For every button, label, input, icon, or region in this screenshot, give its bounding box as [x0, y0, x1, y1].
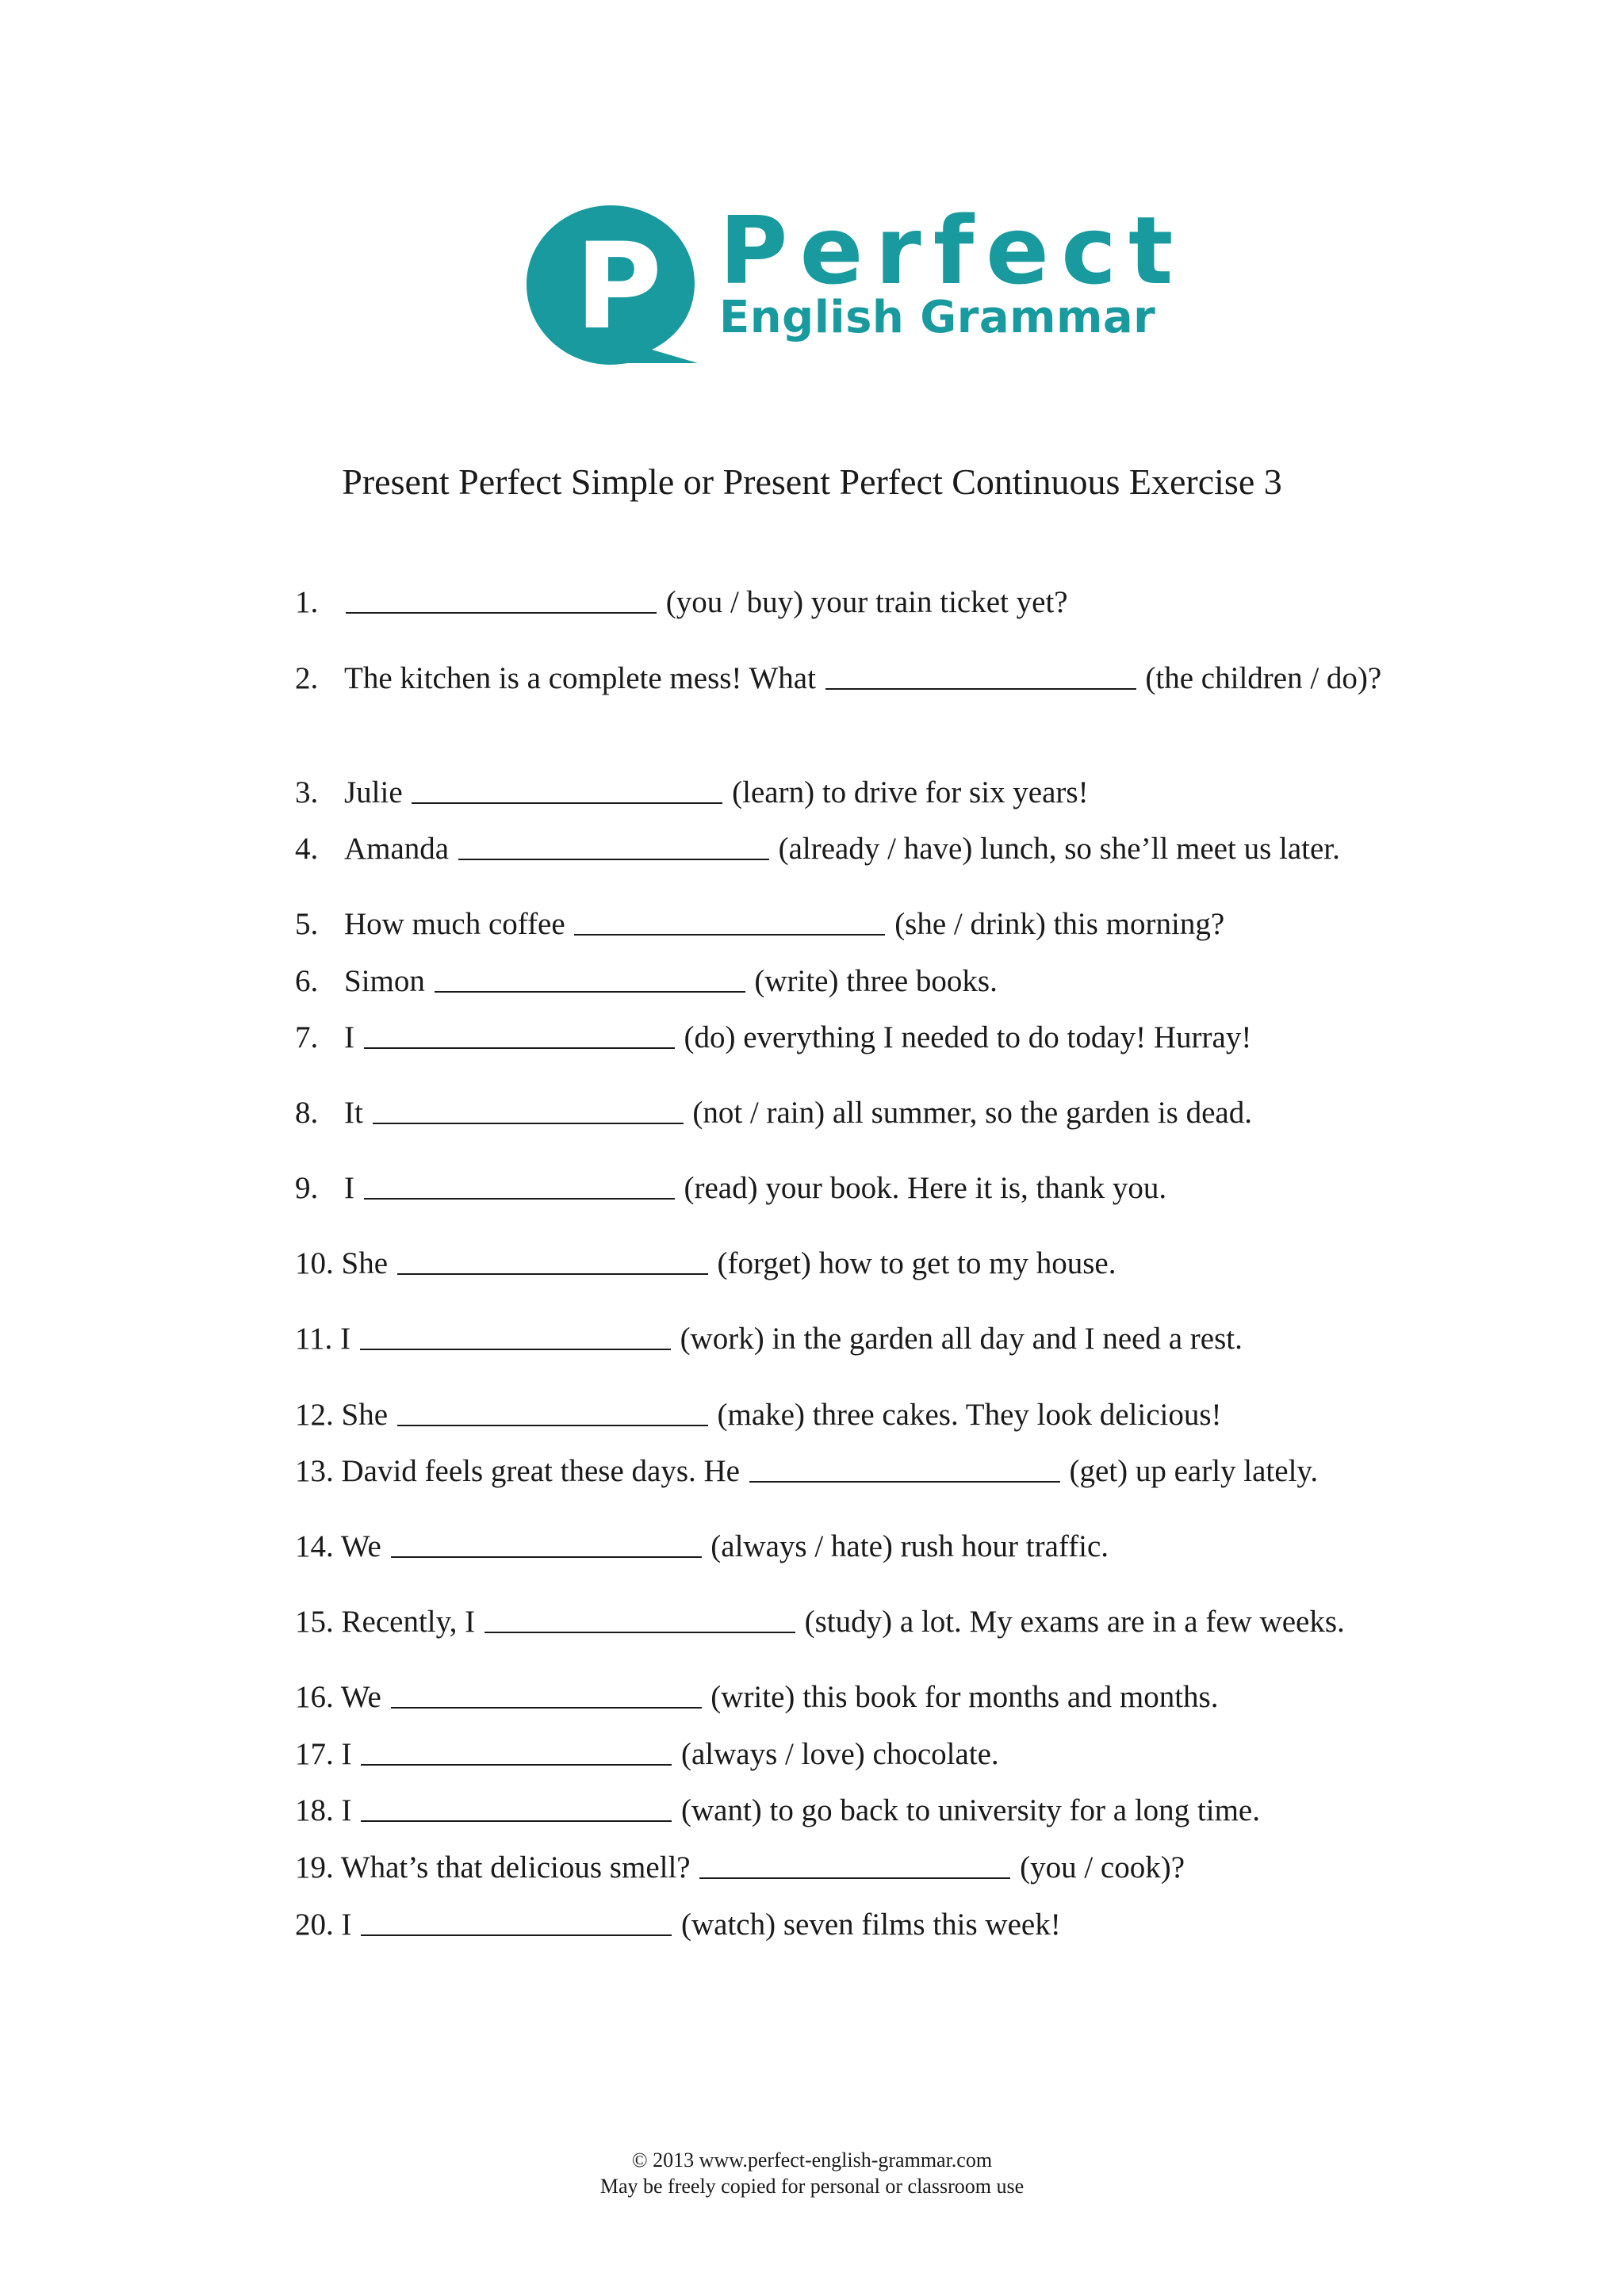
answer-blank[interactable]	[361, 1820, 672, 1822]
answer-blank[interactable]	[364, 1047, 675, 1049]
question-number: 14.	[295, 1529, 334, 1563]
question-text	[344, 764, 1407, 821]
question-text	[295, 1782, 1358, 1839]
verb-hint: (learn) to drive for six years!	[732, 775, 1089, 809]
question-prompt: We	[340, 1529, 381, 1563]
question-prompt: She	[341, 1398, 388, 1432]
answer-blank[interactable]	[360, 1349, 671, 1350]
answer-blank[interactable]	[397, 1425, 708, 1426]
question-text	[344, 1160, 1407, 1217]
verb-hint: (make) three cakes. They look delicious!	[717, 1398, 1222, 1432]
question-number: 20.	[295, 1908, 334, 1942]
question-text	[295, 1726, 1358, 1783]
question-number: 13.	[295, 1454, 334, 1488]
brand-name-sub: English Grammar	[719, 292, 1156, 343]
exercise-item-4	[295, 821, 1421, 878]
verb-hint: (do) everything I needed to do today! Hurray!	[684, 1020, 1252, 1054]
question-number: 4.	[295, 832, 319, 866]
question-number: 11.	[295, 1322, 333, 1356]
answer-blank[interactable]	[346, 612, 657, 614]
exercise-item-6	[295, 953, 1421, 1010]
answer-blank[interactable]	[435, 991, 745, 993]
question-prompt: I	[340, 1322, 351, 1356]
question-number: 16.	[295, 1680, 334, 1714]
question-number: 2.	[295, 661, 319, 695]
question-text	[295, 1387, 1358, 1444]
answer-blank[interactable]	[749, 1481, 1060, 1483]
answer-blank[interactable]	[574, 934, 885, 936]
question-number: 18.	[295, 1793, 334, 1827]
question-number: 3.	[295, 775, 319, 809]
question-number: 17.	[295, 1737, 334, 1771]
verb-hint: (write) three books.	[754, 964, 998, 998]
question-number: 5.	[295, 907, 319, 941]
footer-copyright: © 2013 www.perfect-english-grammar.com	[631, 2149, 993, 2172]
answer-blank[interactable]	[458, 859, 769, 860]
exercise-item-14	[295, 1518, 1421, 1575]
exercise-item-9	[295, 1160, 1421, 1217]
exercise-item-18	[295, 1782, 1421, 1839]
question-number: 9.	[295, 1171, 319, 1205]
question-text	[344, 896, 1407, 953]
verb-hint: (write) this book for months and months.	[710, 1680, 1219, 1714]
question-text	[344, 650, 1407, 707]
verb-hint: (she / drink) this morning?	[894, 907, 1225, 941]
answer-blank[interactable]	[361, 1764, 672, 1766]
question-prompt: It	[344, 1096, 363, 1130]
question-prompt: David feels great these days. He	[341, 1454, 740, 1488]
question-number: 6.	[295, 964, 319, 998]
footer-license: May be freely copied for personal or classroom use	[599, 2175, 1025, 2198]
answer-blank[interactable]	[397, 1273, 708, 1275]
verb-hint: (already / have) lunch, so she’ll meet us later.	[778, 832, 1340, 866]
question-prompt: She	[341, 1246, 388, 1280]
question-text	[344, 1009, 1407, 1066]
verb-hint: (you / cook)?	[1020, 1850, 1185, 1885]
question-text	[295, 1896, 1358, 1954]
question-text	[344, 953, 1407, 1010]
question-prompt: I	[341, 1737, 352, 1771]
answer-blank[interactable]	[391, 1707, 702, 1709]
exercise-item-20	[295, 1896, 1421, 1954]
question-text	[295, 1594, 1358, 1651]
question-prompt: Simon	[344, 964, 425, 998]
question-prompt: Recently, I	[341, 1605, 476, 1639]
exercise-item-13	[295, 1443, 1421, 1500]
verb-hint: (the children / do)?	[1145, 661, 1382, 695]
verb-hint: (watch) seven films this week!	[681, 1908, 1061, 1942]
question-number: 8.	[295, 1096, 319, 1130]
question-number: 10.	[295, 1246, 334, 1280]
question-number: 19.	[295, 1850, 334, 1885]
answer-blank[interactable]	[699, 1877, 1010, 1879]
exercise-item-12	[295, 1387, 1421, 1444]
footer	[0, 2147, 1624, 2199]
question-prompt: Julie	[344, 775, 403, 809]
question-number: 1.	[295, 585, 319, 619]
question-prompt: Amanda	[344, 832, 450, 866]
verb-hint: (forget) how to get to my house.	[717, 1246, 1116, 1280]
answer-blank[interactable]	[373, 1123, 684, 1124]
question-prompt: I	[344, 1171, 354, 1205]
logo-letter: P	[575, 218, 662, 356]
answer-blank[interactable]	[364, 1198, 675, 1200]
exercise-item-1	[295, 574, 1421, 631]
exercise-item-16	[295, 1669, 1421, 1726]
question-prompt: How much coffee	[344, 907, 565, 941]
exercise-item-3	[295, 764, 1421, 821]
exercise-item-19	[295, 1839, 1421, 1896]
verb-hint: (want) to go back to university for a long time.	[681, 1793, 1260, 1827]
question-prompt: I	[341, 1908, 352, 1942]
answer-blank[interactable]	[825, 688, 1136, 690]
question-text	[295, 1518, 1358, 1575]
page-title: Present Perfect Simple or Present Perfect Continuous Exercise 3	[342, 461, 1282, 502]
exercise-item-15	[295, 1594, 1421, 1651]
question-text	[295, 1311, 1358, 1368]
question-prompt: What’s that delicious smell?	[340, 1850, 691, 1885]
question-number: 15.	[295, 1605, 334, 1639]
question-text	[295, 1235, 1358, 1292]
answer-blank[interactable]	[361, 1934, 672, 1936]
answer-blank[interactable]	[391, 1556, 702, 1558]
exercise-item-2	[295, 650, 1421, 764]
answer-blank[interactable]	[485, 1632, 795, 1633]
verb-hint: (read) your book. Here it is, thank you.	[684, 1171, 1167, 1205]
question-prompt: The kitchen is a complete mess! What	[344, 661, 816, 695]
verb-hint: (you / buy) your train ticket yet?	[665, 585, 1068, 619]
question-text	[295, 1669, 1358, 1726]
verb-hint: (work) in the garden all day and I need a rest.	[680, 1322, 1243, 1356]
exercise-item-5	[295, 896, 1421, 953]
verb-hint: (study) a lot. My exams are in a few weeks.	[804, 1605, 1345, 1639]
exercise-item-17	[295, 1726, 1421, 1783]
question-prompt: We	[340, 1680, 381, 1714]
question-number: 12.	[295, 1398, 334, 1432]
exercise-item-8	[295, 1085, 1421, 1142]
question-text	[344, 574, 1407, 631]
exercise-item-10	[295, 1235, 1421, 1292]
question-text	[295, 1443, 1358, 1500]
brand-name-main: Perfect	[719, 196, 1185, 305]
question-text	[344, 821, 1407, 878]
question-prompt: I	[341, 1793, 352, 1827]
exercise-item-7	[295, 1009, 1421, 1066]
verb-hint: (not / rain) all summer, so the garden is dead.	[692, 1096, 1252, 1130]
verb-hint: (always / love) chocolate.	[681, 1737, 999, 1771]
question-prompt: I	[344, 1020, 354, 1054]
verb-hint: (get) up early lately.	[1069, 1454, 1319, 1488]
question-number: 7.	[295, 1020, 319, 1054]
exercise-item-11	[295, 1311, 1421, 1368]
verb-hint: (always / hate) rush hour traffic.	[710, 1529, 1109, 1563]
question-text	[344, 1085, 1407, 1142]
answer-blank[interactable]	[412, 802, 722, 804]
question-text	[295, 1839, 1358, 1896]
